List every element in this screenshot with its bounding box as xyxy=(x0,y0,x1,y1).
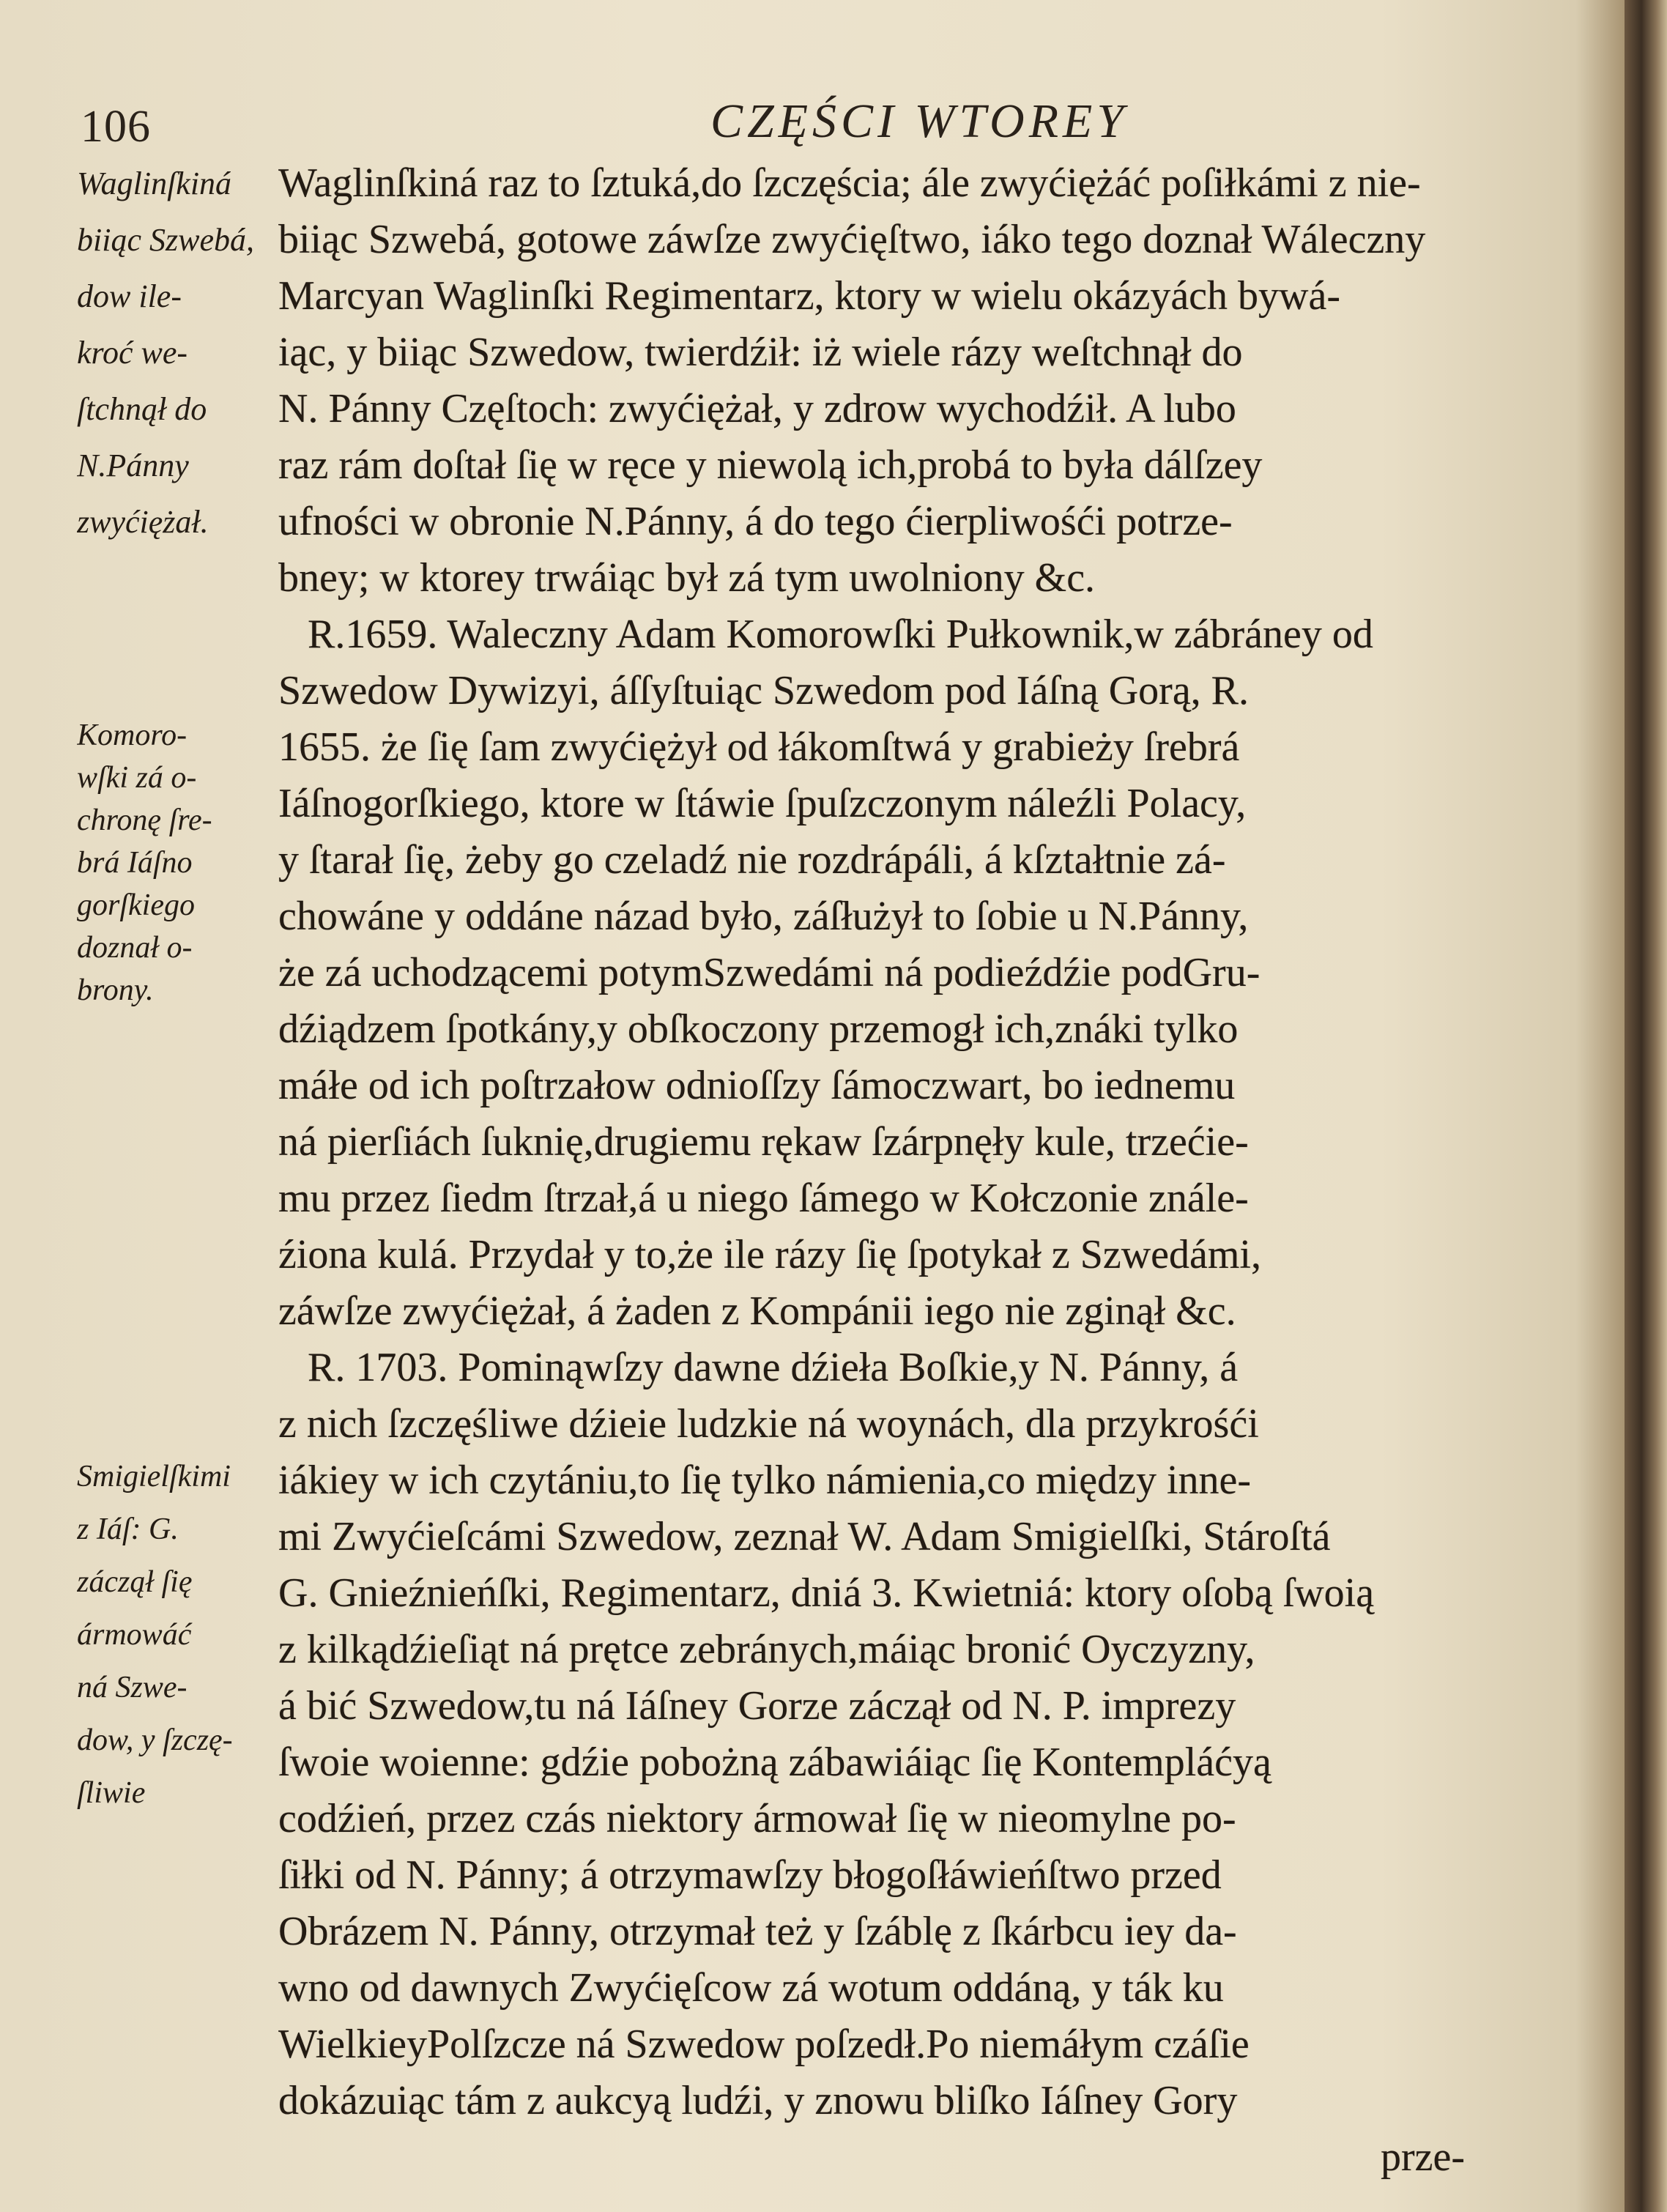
text-line: ná pierſiách ſuknię,drugiemu rękaw ſzárpnęły kule, trzećie- xyxy=(278,1119,1249,1165)
margin-note-3 xyxy=(77,1450,269,1819)
text-line: WielkieyPolſzcze ná Szwedow poſzedł.Po niemáłym czáſie xyxy=(278,2022,1250,2067)
text-line: Iáſnogorſkiego, ktore w ſtáwie ſpuſzczonym náleźli Polacy, xyxy=(278,781,1247,826)
margin-note-line: ármowáć xyxy=(77,1618,192,1652)
margin-note-line: ſtchnął do xyxy=(77,391,207,427)
page-number: 106 xyxy=(81,102,151,152)
margin-note-line: doznał o- xyxy=(77,931,193,965)
text-line: záwſze zwyćiężał, á żaden z Kompánii iego nie zginął &c. xyxy=(278,1288,1236,1334)
text-line: chowáne y oddáne názad było, záſłużył to ſobie u N.Pánny, xyxy=(278,894,1249,939)
text-line: dokázuiąc tám z aukcyą ludźi, y znowu bliſko Iáſney Gory xyxy=(278,2078,1238,2123)
text-line: dźiądzem ſpotkány,y obſkoczony przemogł ich,znáki tylko xyxy=(278,1006,1239,1052)
text-line: iákiey w ich czytániu,to ſię tylko námienia,co między inne- xyxy=(278,1458,1252,1503)
margin-note-2 xyxy=(77,714,269,1012)
margin-note-line: kroć we- xyxy=(77,335,188,371)
running-title: CZĘŚCI WTOREY xyxy=(710,94,1129,148)
text-line: R.1659. Waleczny Adam Komorowſki Pułkownik,w zábráney od xyxy=(308,612,1373,657)
margin-note-line: gorſkiego xyxy=(77,888,195,922)
text-line: Obrázem N. Pánny, otrzymał też y ſzáblę z ſkárbcu iey da- xyxy=(278,1909,1237,1954)
text-line: raz rám doſtał ſię w ręce y niewolą ich,probá to była dálſzey xyxy=(278,442,1263,488)
margin-note-line: zwyćiężał. xyxy=(77,504,209,540)
margin-note-line: brá Iáſno xyxy=(77,846,193,880)
text-line: máłe od ich poſtrzałow odnioſſzy ſámoczwart, bo iednemu xyxy=(278,1063,1236,1108)
text-line: R. 1703. Pominąwſzy dawne dźieła Boſkie,y N. Pánny, á xyxy=(308,1345,1239,1390)
margin-note-line: dow, y ſzczę- xyxy=(77,1723,233,1757)
text-line: á bić Szwedow,tu ná Iáſney Gorze záczął od N. P. imprezy xyxy=(278,1683,1236,1729)
margin-note-line: záczął ſię xyxy=(77,1565,193,1599)
page-header xyxy=(81,94,1537,160)
main-text xyxy=(278,155,1516,2186)
margin-note-line: Waglinſkiná xyxy=(77,166,232,201)
text-line: mi Zwyćieſcámi Szwedow, zeznał W. Adam Smigielſki, Stároſtá xyxy=(278,1514,1331,1559)
text-line: z nich ſzczęśliwe dźieie ludzkie ná woynách, dla przykrośći xyxy=(278,1401,1259,1447)
book-spine-edge xyxy=(1625,0,1667,2212)
margin-note-line: wſki zá o- xyxy=(77,761,197,795)
text-line: mu przez ſiedm ſtrzał,á u niego ſámego w Kołczonie znále- xyxy=(278,1176,1249,1221)
text-line: 1655. że ſię ſam zwyćiężył od łákomſtwá y grabieży ſrebrá xyxy=(278,724,1240,770)
text-line: N. Pánny Częſtoch: zwyćiężał, y zdrow wychodźił. A lubo xyxy=(278,386,1236,431)
text-line: ſiłki od N. Pánny; á otrzymawſzy błogoſłáwieńſtwo przed xyxy=(278,1852,1222,1898)
margin-note-line: ſliwie xyxy=(77,1776,146,1810)
margin-note-line: N.Pánny xyxy=(77,448,189,483)
margin-note-line: dow ile- xyxy=(77,278,182,314)
margin-note-line: z Iáſ: G. xyxy=(77,1513,179,1546)
text-line: Marcyan Waglinſki Regimentarz, ktory w wielu okázyách bywá- xyxy=(278,273,1340,319)
text-line: wno od dawnych Zwyćięſcow zá wotum oddáną, y ták ku xyxy=(278,1965,1224,2011)
text-line: G. Gnieźnieńſki, Regimentarz, dniá 3. Kwietniá: ktory oſobą ſwoią xyxy=(278,1570,1375,1616)
margin-note-1 xyxy=(77,155,269,550)
text-line: iąc, y biiąc Szwedow, twierdźił: iż wiele rázy weſtchnął do xyxy=(278,330,1243,375)
margin-note-line: ná Szwe- xyxy=(77,1671,188,1704)
text-line: codźień, przez czás niektory ármował ſię w nieomylne po- xyxy=(278,1796,1236,1841)
margin-note-line: chronę ſre- xyxy=(77,803,212,837)
text-line: y ſtarał ſię, żeby go czeladź nie rozdrápáli, á kſztałtnie zá- xyxy=(278,837,1226,883)
margin-note-line: brony. xyxy=(77,973,154,1007)
text-line: ſwoie woienne: gdźie pobożną zábawiáiąc ſię Kontempláćyą xyxy=(278,1740,1271,1785)
margin-note-line: biiąc Szwebá, xyxy=(77,222,254,258)
text-line: ufności w obronie N.Pánny, á do tego ćierpliwośći potrze- xyxy=(278,499,1233,544)
text-line: Szwedow Dywizyi, áſſyſtuiąc Szwedom pod Iáſną Gorą, R. xyxy=(278,668,1250,713)
text-line: źiona kulá. Przydał y to,że ile rázy ſię ſpotykał z Szwedámi, xyxy=(278,1232,1261,1277)
text-line: z kilkądźieſiąt ná prętce zebránych,máiąc bronić Oyczyzny, xyxy=(278,1627,1255,1672)
margin-note-line: Smigielſkimi xyxy=(77,1460,231,1493)
text-line: bney; w ktorey trwáiąc był zá tym uwolniony &c. xyxy=(278,555,1096,601)
text-line: Waglinſkiná raz to ſztuká,do ſzczęścia; ále zwyćiężáć poſiłkámi z nie- xyxy=(278,160,1421,206)
margin-note-line: Komoro- xyxy=(77,719,188,752)
catchword: prze- xyxy=(1380,2134,1465,2180)
text-line: że zá uchodzącemi potymSzwedámi ná podieźdźie podGru- xyxy=(278,950,1261,995)
text-line: biiąc Szwebá, gotowe záwſze zwyćięſtwo, iáko tego doznał Wáleczny xyxy=(278,217,1426,262)
